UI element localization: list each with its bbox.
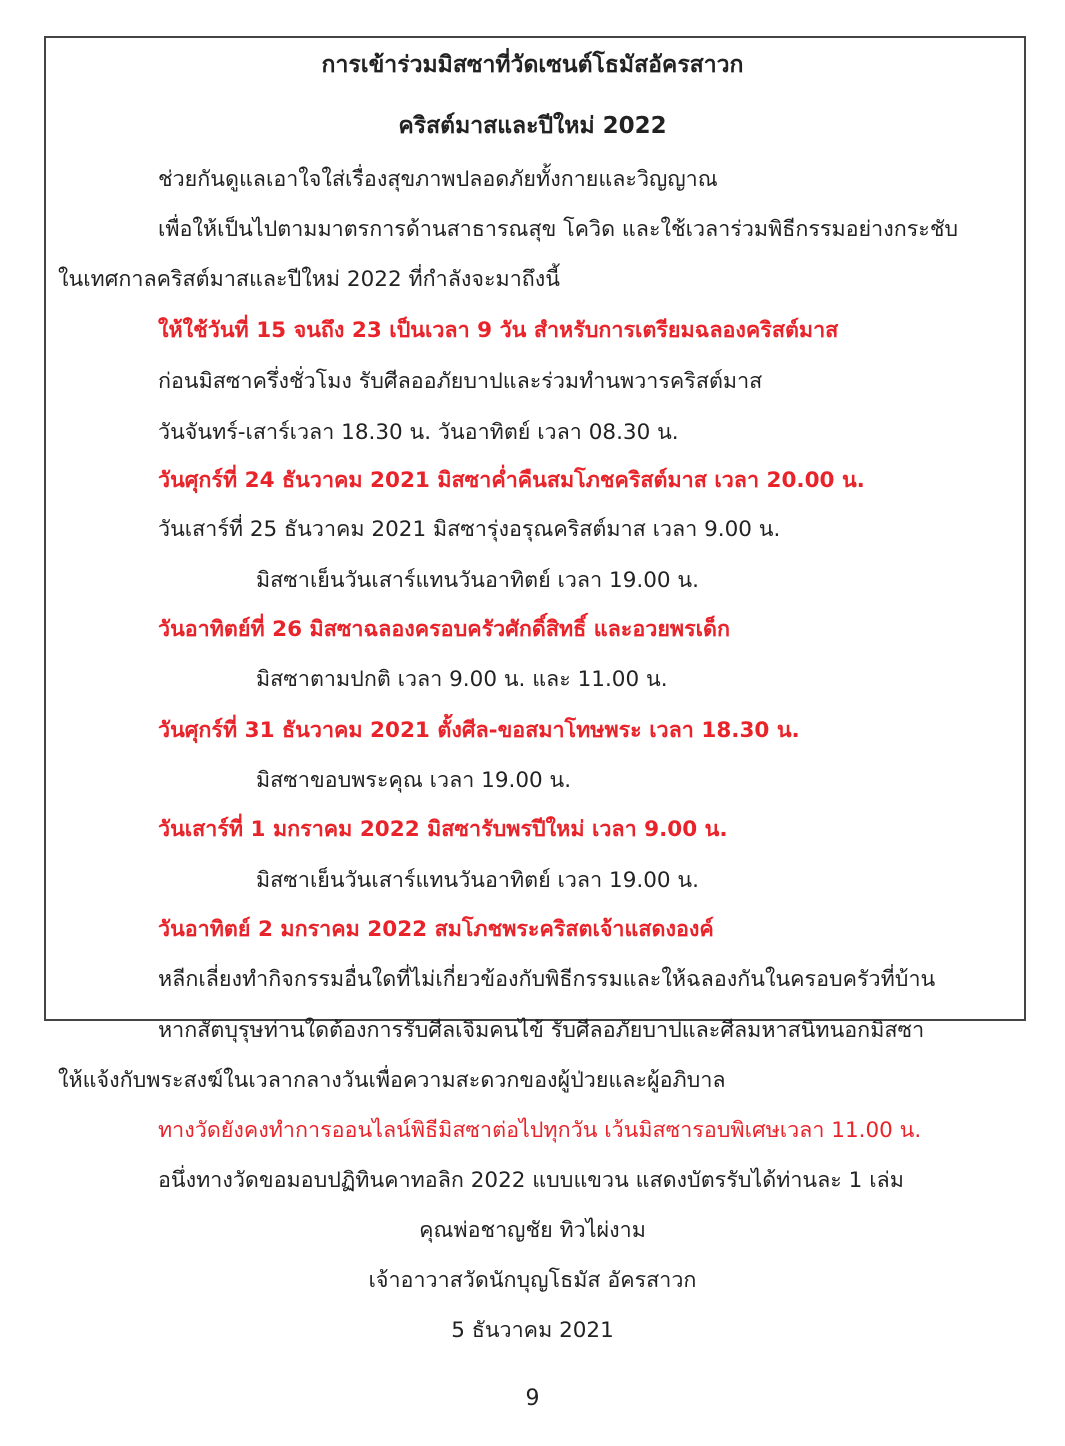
intro-line: ช่วยกันดูแลเอาใจใส่เรื่องสุขภาพปลอดภัยทั้งกายและวิญญาณ [158, 167, 718, 192]
title-line-1: การเข้าร่วมมิสซาที่วัดเซนต์โธมัสอัครสาวก [321, 52, 744, 78]
regular-mass-line: มิสซาตามปกติ เวลา 9.00 น. และ 11.00 น. [256, 667, 668, 692]
thanksgiving-mass-line: มิสซาขอบพระคุณ เวลา 19.00 น. [256, 768, 572, 793]
online-mass-line: ทางวัดยังคงทำการออนไลน์พิธีมิสซาต่อไปทุกวัน เว้นมิสซารอบพิเศษเวลา 11.00 น. [158, 1118, 922, 1143]
signature-date: 5 ธันวาคม 2021 [451, 1318, 614, 1343]
novena-times: วันจันทร์-เสาร์เวลา 18.30 น. วันอาทิตย์ เวลา 08.30 น. [158, 420, 679, 445]
signature-name: คุณพ่อชาญชัย ทิวไผ่งาม [419, 1218, 646, 1243]
avoid-activities-line: หลีกเลี่ยงทำกิจกรรมอื่นใดที่ไม่เกี่ยวข้องกับพิธีกรรมและให้ฉลองกันในครอบครัวที่บ้าน [158, 967, 936, 992]
saturday-evening-mass-2: มิสซาเย็นวันเสาร์แทนวันอาทิตย์ เวลา 19.00 น. [256, 868, 699, 893]
new-year-heading: วันเสาร์ที่ 1 มกราคม 2022 มิสซารับพรปีใหม่ เวลา 9.00 น. [158, 817, 728, 842]
page-number: 9 [525, 1386, 540, 1411]
new-year-eve-heading: วันศุกร์ที่ 31 ธันวาคม 2021 ตั้งศีล-ขอสมาโทษพระ เวลา 18.30 น. [158, 718, 800, 743]
novena-heading: ให้ใช้วันที่ 15 จนถึง 23 เป็นเวลา 9 วัน สำหรับการเตรียมฉลองคริสต์มาส [158, 318, 839, 343]
epiphany-heading: วันอาทิตย์ 2 มกราคม 2022 สมโภชพระคริสตเจ้าแสดงองค์ [158, 917, 714, 942]
calendar-line: อนึ่งทางวัดขอมอบปฏิทินคาทอลิก 2022 แบบแขวน แสดงบัตรรับได้ท่านละ 1 เล่ม [158, 1168, 904, 1193]
christmas-eve-heading: วันศุกร์ที่ 24 ธันวาคม 2021 มิสซาค่ำคืนสมโภชคริสต์มาส เวลา 20.00 น. [158, 468, 865, 493]
saturday-evening-mass: มิสซาเย็นวันเสาร์แทนวันอาทิตย์ เวลา 19.00 น. [256, 568, 699, 593]
sacraments-line: หากสัตบุรุษท่านใดต้องการรับศีลเจิมคนไข้ รับศีลอภัยบาปและศีลมหาสนิทนอกมิสซา [158, 1018, 925, 1043]
title-line-2: คริสต์มาสและปีใหม่ 2022 [398, 113, 667, 139]
measures-line-cont: ในเทศกาลคริสต์มาสและปีใหม่ 2022 ที่กำลังจะมาถึงนี้ [58, 267, 561, 292]
christmas-day-line: วันเสาร์ที่ 25 ธันวาคม 2021 มิสซารุ่งอรุณคริสต์มาส เวลา 9.00 น. [158, 517, 781, 542]
holy-family-heading: วันอาทิตย์ที่ 26 มิสซาฉลองครอบครัวศักดิ์สิทธิ์ และอวยพรเด็ก [158, 617, 730, 642]
novena-detail: ก่อนมิสซาครึ่งชั่วโมง รับศีลออภัยบาปและร่วมทำนพวารคริสต์มาส [158, 369, 763, 394]
measures-line: เพื่อให้เป็นไปตามมาตรการด้านสาธารณสุข โควิด และใช้เวลาร่วมพิธีกรรมอย่างกระชับ [158, 217, 959, 242]
sacraments-line-cont: ให้แจ้งกับพระสงฆ์ในเวลากลางวันเพื่อความสะดวกของผู้ป่วยและผู้อภิบาล [58, 1068, 726, 1093]
signature-title: เจ้าอาวาสวัดนักบุญโธมัส อัครสาวก [368, 1268, 697, 1293]
